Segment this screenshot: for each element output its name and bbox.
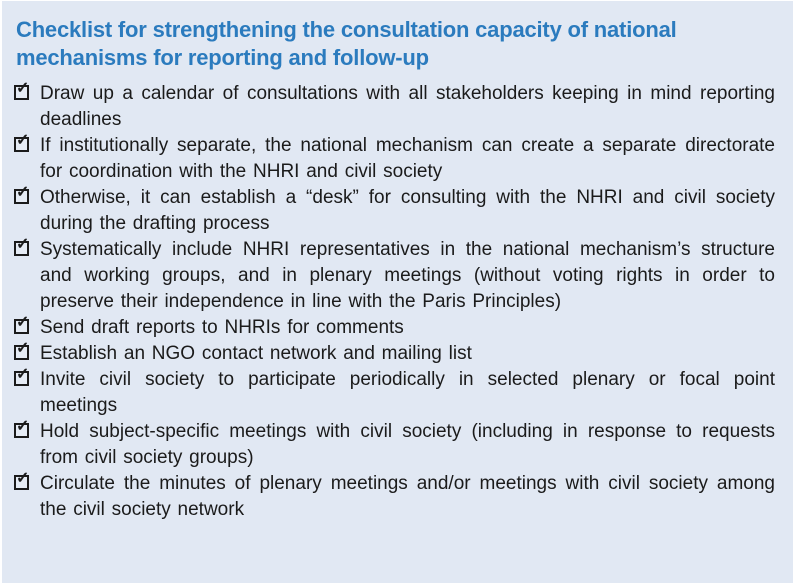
checklist-item — [13, 237, 775, 315]
check-mark-glyph: ✓ — [16, 366, 30, 383]
check-mark-glyph: ✓ — [16, 132, 30, 149]
check-mark-glyph: ✓ — [16, 470, 30, 487]
checklist-item — [13, 133, 775, 185]
check-mark-glyph: ✓ — [16, 340, 30, 357]
check-mark-glyph: ✓ — [16, 236, 30, 253]
checklist-item-text: Draw up a calendar of consultations with all stakeholders keeping in mind reporting deadlines — [40, 83, 775, 130]
checklist-item-text: Establish an NGO contact network and mailing list — [40, 343, 472, 364]
checklist — [13, 81, 775, 523]
checklist-item — [13, 315, 775, 341]
checked-checkbox-icon — [14, 340, 30, 360]
checked-checkbox-icon — [14, 184, 30, 204]
checklist-panel — [2, 1, 793, 583]
panel-title: Checklist for strengthening the consultation capacity of national mechanisms for reporting and follow-up — [16, 17, 677, 70]
checklist-item — [13, 367, 775, 419]
checklist-item-text: Hold subject-specific meetings with civil society (including in response to requests from civil society groups) — [40, 421, 775, 468]
checked-checkbox-icon — [14, 80, 30, 100]
checked-checkbox-icon — [14, 236, 30, 256]
checklist-item-text: Send draft reports to NHRIs for comments — [40, 317, 404, 338]
checklist-item-text: Invite civil society to participate periodically in selected plenary or focal point meetings — [40, 369, 775, 416]
check-mark-glyph: ✓ — [16, 80, 30, 97]
checklist-item-text: Otherwise, it can establish a “desk” for consulting with the NHRI and civil society during the drafting process — [40, 187, 775, 234]
checked-checkbox-icon — [14, 132, 30, 152]
checked-checkbox-icon — [14, 470, 30, 490]
checklist-item-text: Circulate the minutes of plenary meetings and/or meetings with civil society among the civil society network — [40, 473, 775, 520]
checklist-item-text: If institutionally separate, the national mechanism can create a separate directorate for coordination with the NHRI and civil society — [40, 135, 775, 182]
checklist-item-text: Systematically include NHRI representatives in the national mechanism’s structure and working groups, and in plenary meetings (without voting rights in order to preserve their independence in line with the Paris Principles) — [40, 239, 775, 312]
check-mark-glyph: ✓ — [16, 184, 30, 201]
checklist-item — [13, 341, 775, 367]
check-mark-glyph: ✓ — [16, 314, 30, 331]
checked-checkbox-icon — [14, 366, 30, 386]
checked-checkbox-icon — [14, 418, 30, 438]
checklist-item — [13, 185, 775, 237]
check-mark-glyph: ✓ — [16, 418, 30, 435]
checked-checkbox-icon — [14, 314, 30, 334]
checklist-item — [13, 471, 775, 523]
checklist-item — [13, 81, 775, 133]
checklist-item — [13, 419, 775, 471]
